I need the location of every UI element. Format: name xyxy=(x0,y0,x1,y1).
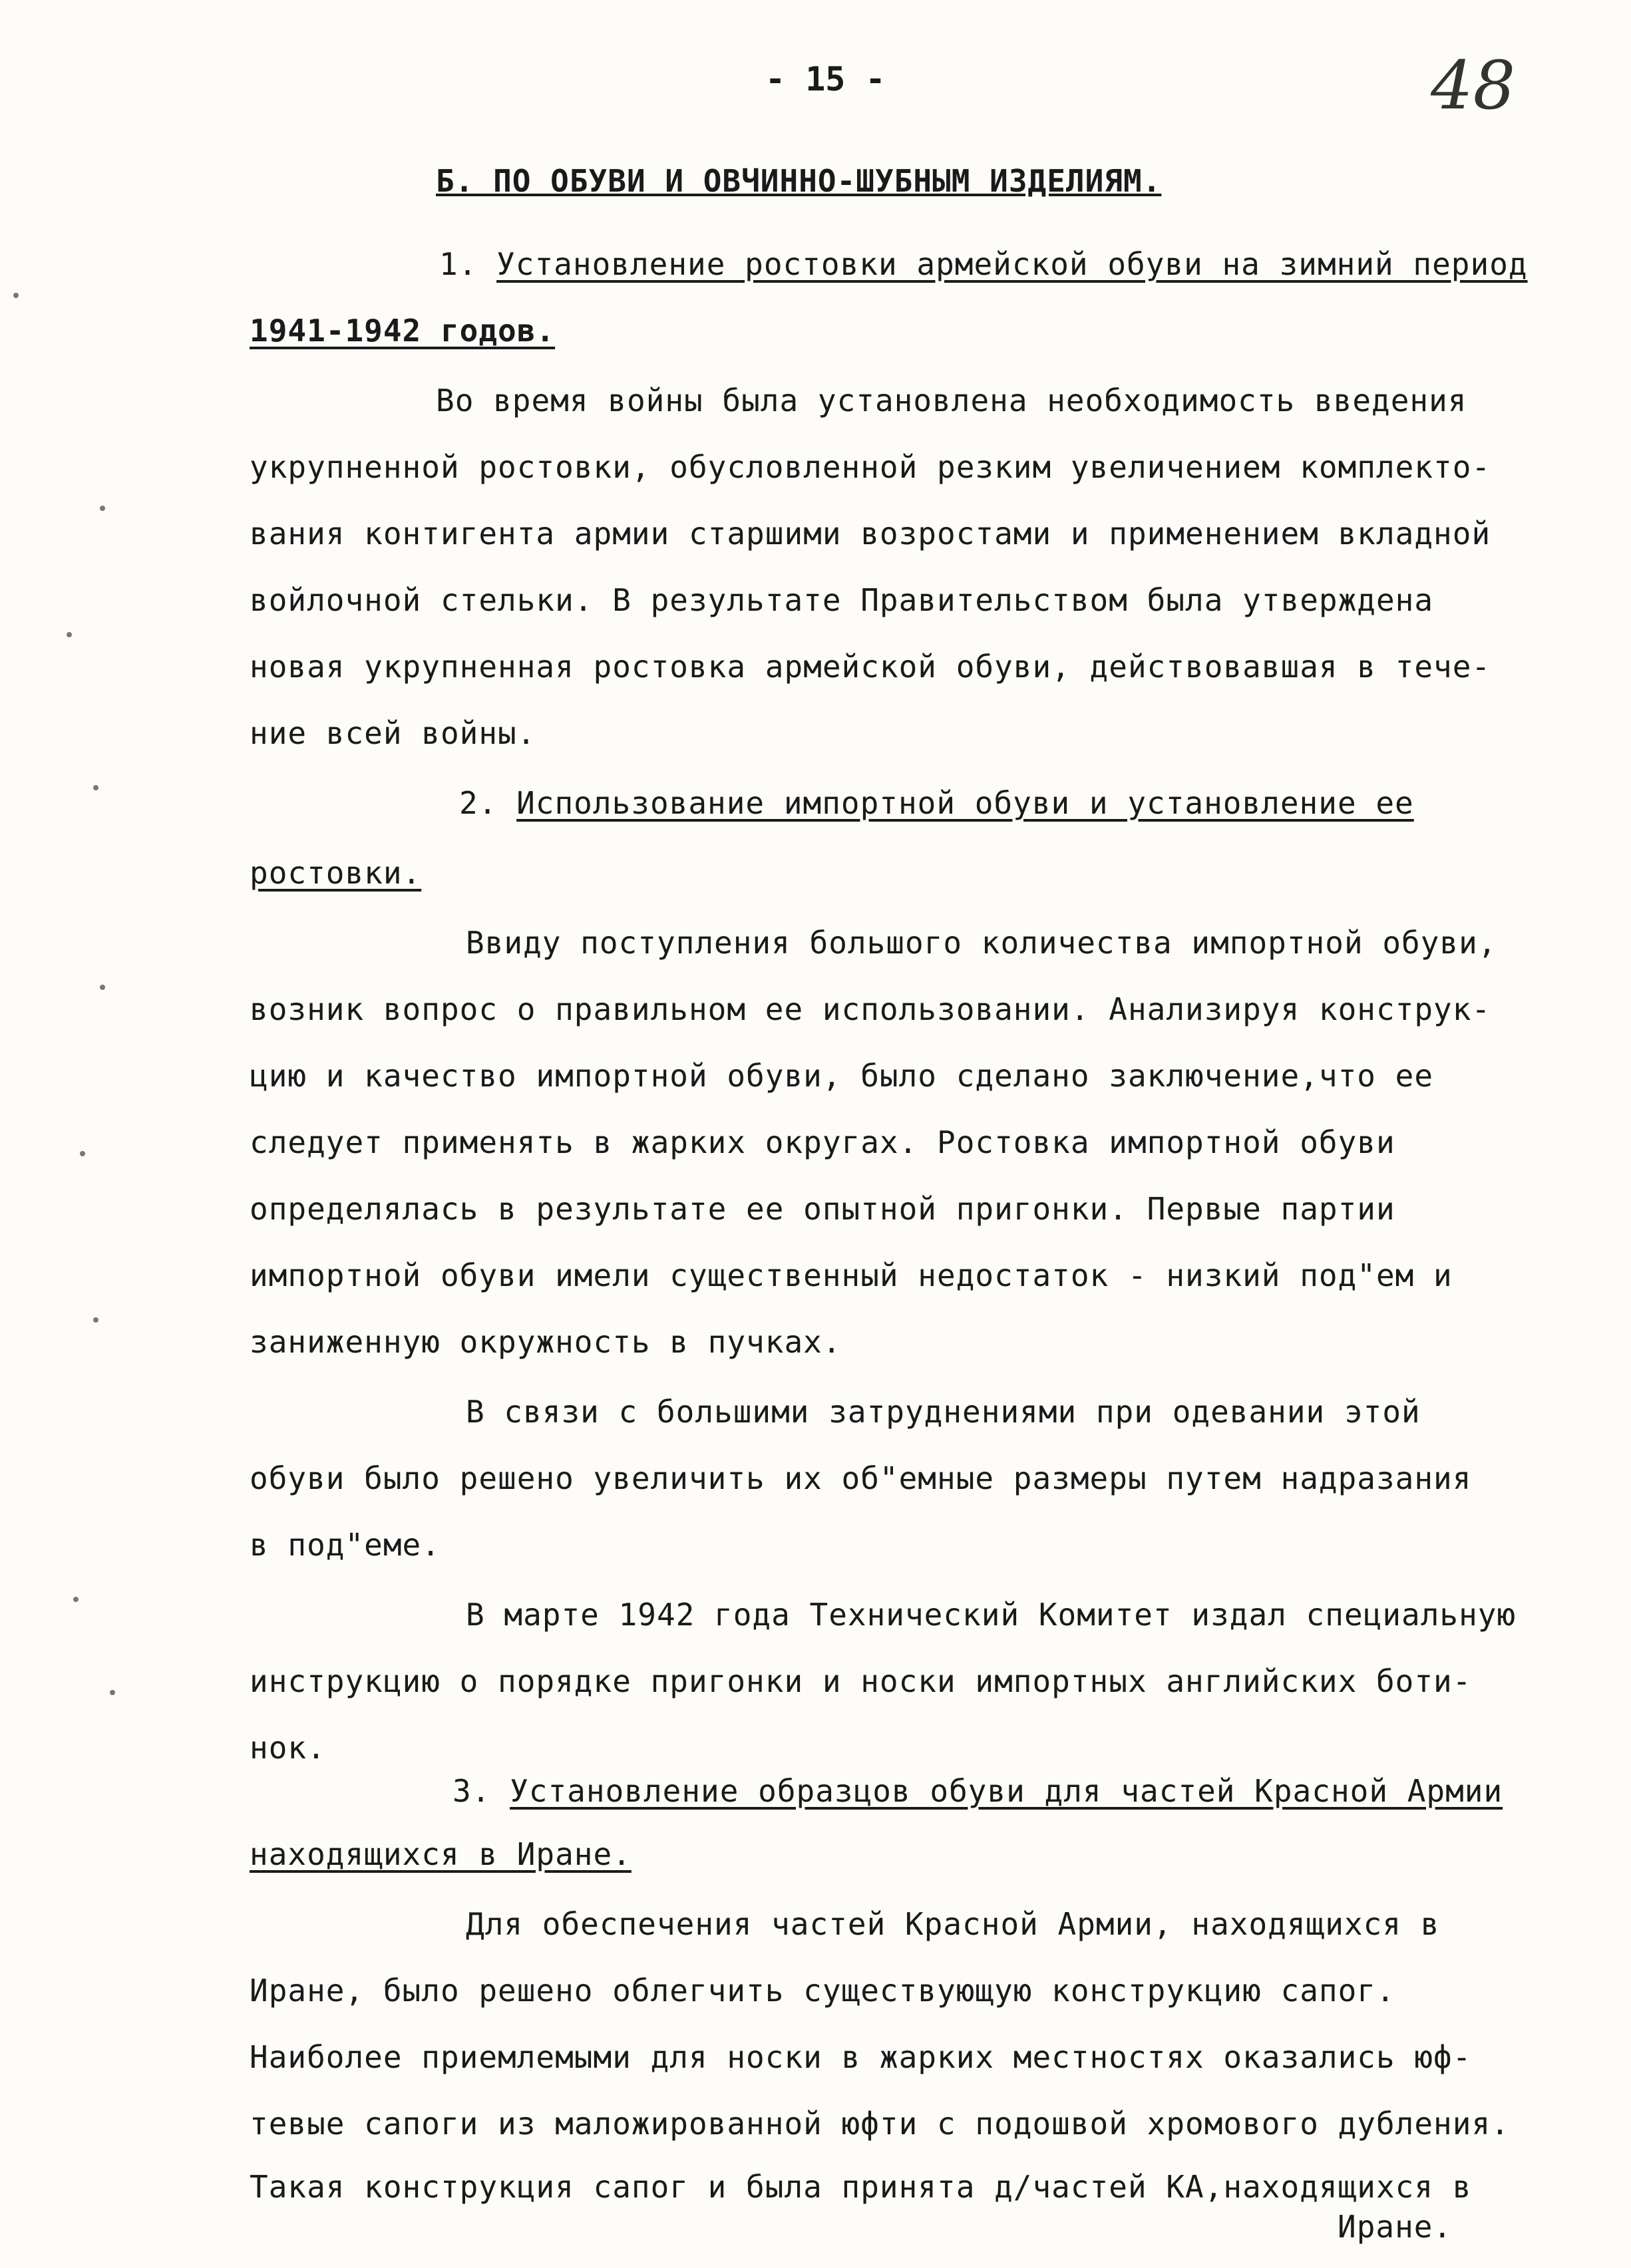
item2-heading-line2: ростовки. xyxy=(250,855,422,891)
item3-heading-text: Установление образцов обуви для частей Красной Армии xyxy=(510,1773,1503,1809)
item1-p1-line: вания контигента армии старшими возростами и применением вкладной xyxy=(250,516,1491,552)
item3-heading-line2: находящихся в Иране. xyxy=(250,1836,632,1872)
item3-p1-line: тевые сапоги из маложированной юфти с подошвой хромового дубления. xyxy=(250,2106,1510,2142)
scan-speck xyxy=(73,1597,79,1602)
item1-heading-text: Установление ростовки армейской обуви на зимний период xyxy=(496,246,1528,282)
item1-p1-line: войлочной стельки. В результате Правительством была утверждена xyxy=(250,582,1434,618)
item2-p3-line: инструкцию о порядке пригонки и носки импортных английских боти- xyxy=(250,1663,1472,1699)
item2-p3-line: нок. xyxy=(250,1730,326,1766)
item2-p1-line: заниженную окружность в пучках. xyxy=(250,1324,842,1360)
section-title: Б. ПО ОБУВИ И ОВЧИННО-ШУБНЫМ ИЗДЕЛИЯМ. xyxy=(436,163,1162,199)
item3-heading-line1 xyxy=(453,1773,1503,1809)
item3-p1-line: Такая конструкция сапог и была принята д/частей КА,находящихся в xyxy=(250,2169,1472,2205)
scan-speck xyxy=(93,1317,98,1323)
item2-p2-line: В связи с большими затруднениями при одевании этой xyxy=(466,1394,1421,1430)
scan-speck xyxy=(13,293,19,298)
item2-heading-line1 xyxy=(459,785,1414,821)
item2-p1-line: цию и качество импортной обуви, было сделано заключение,что ее xyxy=(250,1058,1434,1094)
item2-p2-line: обуви было решено увеличить их об"емные размеры путем надразания xyxy=(250,1460,1472,1496)
scan-speck xyxy=(67,632,72,637)
item1-p1-line: укрупненной ростовки, обусловленной резким увеличением комплекто- xyxy=(250,449,1491,485)
item1-heading-line1 xyxy=(439,246,1528,282)
item1-heading-line2: 1941-1942 годов. xyxy=(250,313,556,349)
scan-speck xyxy=(100,506,105,511)
page-number: - 15 - xyxy=(765,60,886,98)
scan-speck xyxy=(110,1690,115,1695)
item2-p3-line: В марте 1942 года Технический Комитет издал специальную xyxy=(466,1597,1517,1633)
item1-p1-line: новая укрупненная ростовка армейской обуви, действовавшая в тече- xyxy=(250,649,1491,685)
scan-speck xyxy=(93,785,98,790)
scan-speck xyxy=(100,985,105,990)
item2-p1-line: Ввиду поступления большого количества импортной обуви, xyxy=(466,925,1497,961)
item1-number: 1. xyxy=(439,246,478,282)
item2-number: 2. xyxy=(459,785,498,821)
archive-number: 48 xyxy=(1431,47,1516,124)
item2-p1-line: возник вопрос о правильном ее использовании. Анализируя конструк- xyxy=(250,991,1491,1027)
item2-heading-text: Использование импортной обуви и установление ее xyxy=(516,785,1414,821)
item3-p1-line: Наиболее приемлемыми для носки в жарких местностях оказались юф- xyxy=(250,2039,1472,2075)
scan-speck xyxy=(80,1151,85,1156)
item3-p1-line: Для обеспечения частей Красной Армии, находящихся в xyxy=(466,1906,1440,1942)
item1-p1-line: ние всей войны. xyxy=(250,715,536,751)
item2-p1-line: импортной обуви имели существенный недостаток - низкий под"ем и xyxy=(250,1257,1453,1293)
item2-p1-line: следует применять в жарких округах. Ростовка импортной обуви xyxy=(250,1124,1395,1160)
item2-p2-line: в под"еме. xyxy=(250,1527,441,1563)
item3-number: 3. xyxy=(453,1773,491,1809)
item2-p1-line: определялась в результате ее опытной пригонки. Первые партии xyxy=(250,1191,1395,1227)
item3-p1-line: Иране, было решено облегчить существующую конструкцию сапог. xyxy=(250,1973,1395,2009)
item3-p1-line: Иране. xyxy=(1338,2209,1453,2245)
item1-p1-line: Во время войны была установлена необходимость введения xyxy=(436,383,1467,418)
